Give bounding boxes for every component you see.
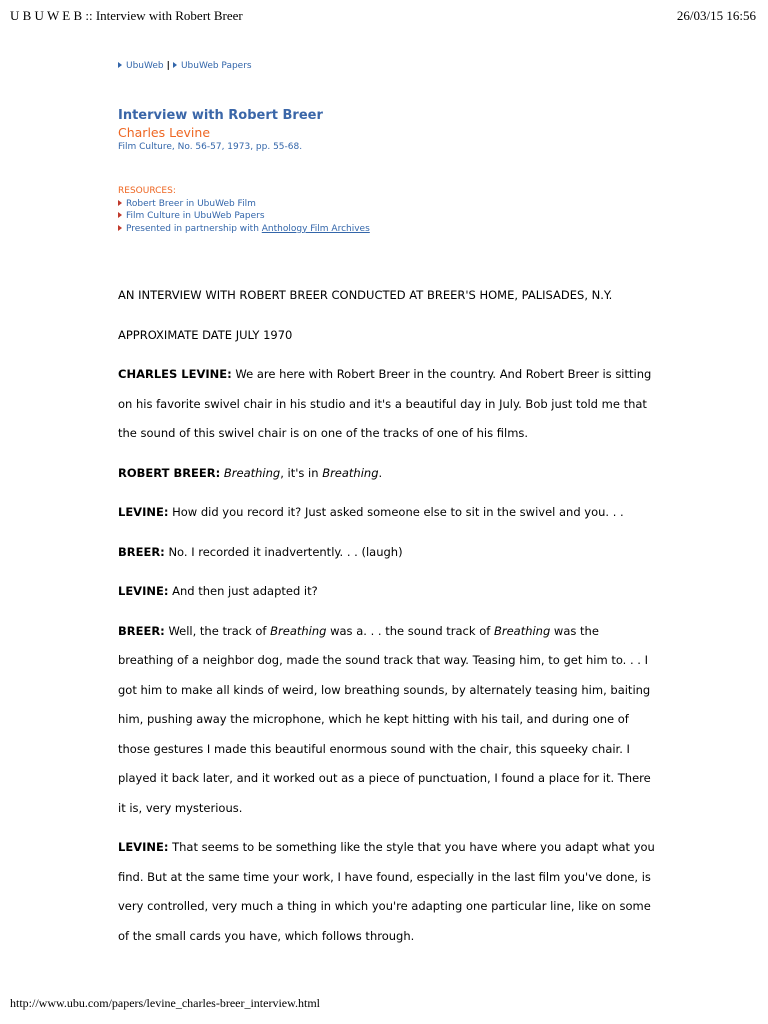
paragraph bbox=[118, 577, 658, 607]
paragraph bbox=[118, 833, 658, 951]
breadcrumb bbox=[118, 61, 252, 71]
paragraph bbox=[118, 459, 658, 489]
resources-label: RESOURCES: bbox=[118, 186, 176, 196]
speaker-label: CHARLES LEVINE: bbox=[118, 367, 232, 381]
arrow-right-icon bbox=[118, 225, 122, 231]
paragraph-intro: AN INTERVIEW WITH ROBERT BREER CONDUCTED AT BREER'S HOME, PALISADES, N.Y. bbox=[118, 288, 613, 302]
resource-link-breer-film[interactable]: Robert Breer in UbuWeb Film bbox=[126, 198, 256, 209]
speaker-label: BREER: bbox=[118, 623, 165, 638]
paragraph-text: , it's in bbox=[280, 465, 323, 480]
article-citation: Film Culture, No. 56-57, 1973, pp. 55-68. bbox=[118, 142, 303, 152]
resource-item bbox=[118, 223, 370, 236]
arrow-right-icon bbox=[118, 212, 122, 218]
arrow-right-icon bbox=[173, 62, 177, 68]
paragraph bbox=[118, 617, 658, 824]
paragraph-text: Well, the track of bbox=[164, 623, 271, 638]
film-title: Breathing bbox=[493, 623, 551, 638]
nav-separator: | bbox=[166, 61, 170, 71]
article-title: Interview with Robert Breer bbox=[118, 108, 323, 123]
paragraph bbox=[118, 538, 658, 568]
nav-link-ubuweb-papers[interactable]: UbuWeb Papers bbox=[180, 61, 252, 71]
speaker-label: LEVINE: bbox=[118, 505, 169, 519]
paragraph bbox=[118, 498, 658, 528]
film-title: Breathing bbox=[223, 465, 281, 480]
paragraph-text: was a. . . the sound track of bbox=[326, 623, 494, 638]
resource-link-film-culture[interactable]: Film Culture in UbuWeb Papers bbox=[126, 211, 265, 221]
arrow-right-icon bbox=[118, 200, 122, 206]
print-header-title: U B U W E B :: Interview with Robert Breer bbox=[10, 8, 243, 23]
paragraph-text: . bbox=[378, 465, 383, 480]
paragraph bbox=[118, 360, 658, 449]
film-title: Breathing bbox=[322, 465, 379, 480]
nav-link-ubuweb[interactable]: UbuWeb bbox=[126, 61, 164, 71]
speaker-label: LEVINE: bbox=[118, 584, 169, 598]
resource-text-partnership: Presented in partnership with bbox=[126, 223, 262, 234]
film-title: Breathing bbox=[270, 623, 327, 638]
speaker-label: LEVINE: bbox=[118, 840, 169, 854]
paragraph-text: We are here with Robert Breer in the country. And Robert Breer is sitting on his favorite swivel chair in his studio and it's a beautiful day in July. Bob just told me that the sound of this swivel chair is on one of the tracks of one of his films. bbox=[118, 367, 652, 440]
interview-body bbox=[118, 281, 658, 961]
speaker-label: ROBERT BREER: bbox=[118, 465, 221, 480]
paragraph-text: No. I recorded it inadvertently. . . (laugh) bbox=[164, 544, 403, 559]
speaker-label: BREER: bbox=[118, 544, 165, 559]
paragraph-text: was the breathing of a neighbor dog, made the sound track that way. Teasing him, to get him to. . . I got him to make all kinds of weird, low breathing sounds, by alternately teasing him, baiting him, pushing away the microphone, which he kept hitting with his tail, and during one of those gestures I made this beautiful enormous sound with the chair, this squeeky chair. I played it back later, and it worked out as a piece of punctuation, I found a place for it. There it is, very mysterious. bbox=[118, 623, 651, 815]
print-footer-url: http://www.ubu.com/papers/levine_charles-breer_interview.html bbox=[10, 996, 321, 1010]
resources-list bbox=[118, 185, 370, 235]
resource-link-anthology[interactable]: Anthology Film Archives bbox=[261, 223, 370, 234]
paragraph-text: How did you record it? Just asked someone else to sit in the swivel and you. . . bbox=[168, 505, 624, 519]
article-author: Charles Levine bbox=[118, 125, 211, 140]
arrow-right-icon bbox=[118, 62, 122, 68]
print-header bbox=[10, 8, 756, 24]
print-header-timestamp: 26/03/15 16:56 bbox=[676, 8, 756, 23]
paragraph-text: That seems to be something like the style that you have where you adapt what you find. But at the same time your work, I have found, especially in the last film you've done, is very controlled, very much a thing in which you're adapting one particular line, like on some of the small cards you have, which follows through. bbox=[118, 840, 655, 943]
paragraph-date: APPROXIMATE DATE JULY 1970 bbox=[118, 327, 293, 342]
resource-item bbox=[118, 210, 370, 223]
paragraph-text: And then just adapted it? bbox=[168, 584, 318, 598]
resource-item bbox=[118, 198, 370, 211]
